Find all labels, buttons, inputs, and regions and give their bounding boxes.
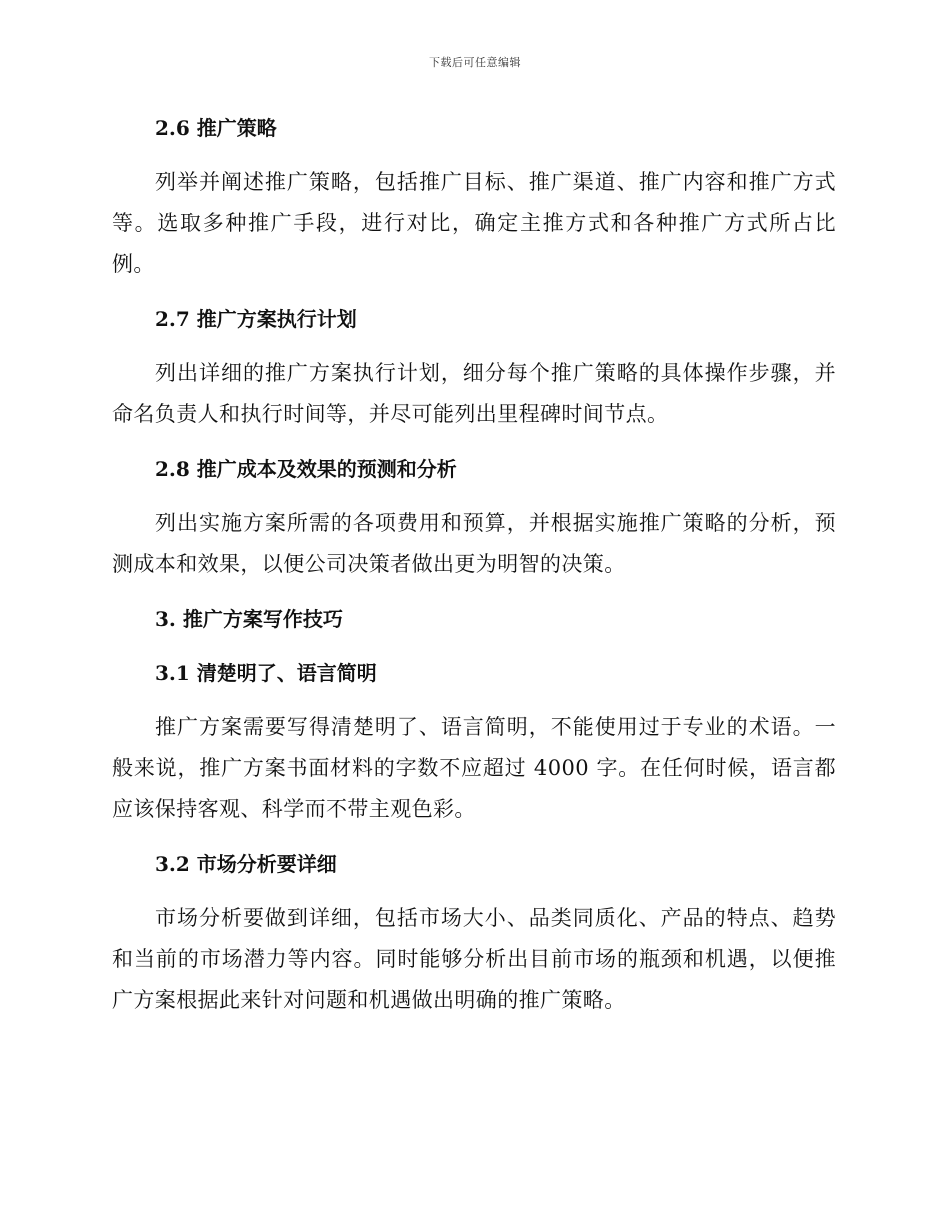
section-heading-2-6: 2.6 推广策略 <box>155 116 277 140</box>
section-paragraph-2-8: 列出实施方案所需的各项费用和预算，并根据实施推广策略的分析，预测成本和效果，以便公司决策者做出更为明智的决策。 <box>112 511 836 576</box>
section-heading-3-1: 3.1 清楚明了、语言简明 <box>155 661 377 685</box>
document-body <box>112 108 836 1021</box>
section-paragraph-3-2: 市场分析要做到详细，包括市场大小、品类同质化、产品的特点、趋势和当前的市场潜力等内容。同时能够分析出目前市场的瓶颈和机遇，以便推广方案根据此来针对问题和机遇做出明确的推广策略。 <box>112 906 836 1012</box>
page-header: 下载后可任意编辑 <box>429 56 521 69</box>
section-paragraph-2-6: 列举并阐述推广策略，包括推广目标、推广渠道、推广内容和推广方式等。选取多种推广手段，进行对比，确定主推方式和各种推广方式所占比例。 <box>112 170 836 276</box>
section-heading-3: 3. 推广方案写作技巧 <box>155 607 343 631</box>
section-heading-2-7: 2.7 推广方案执行计划 <box>155 307 357 331</box>
section-paragraph-3-1: 推广方案需要写得清楚明了、语言简明，不能使用过于专业的术语。一般来说，推广方案书面材料的字数不应超过 4000 字。在任何时候，语言都应该保持客观、科学而不带主观色彩。 <box>112 715 836 821</box>
section-paragraph-2-7: 列出详细的推广方案执行计划，细分每个推广策略的具体操作步骤，并命名负责人和执行时间等，并尽可能列出里程碑时间节点。 <box>112 361 836 426</box>
section-heading-2-8: 2.8 推广成本及效果的预测和分析 <box>155 457 457 481</box>
section-heading-3-2: 3.2 市场分析要详细 <box>155 852 337 876</box>
